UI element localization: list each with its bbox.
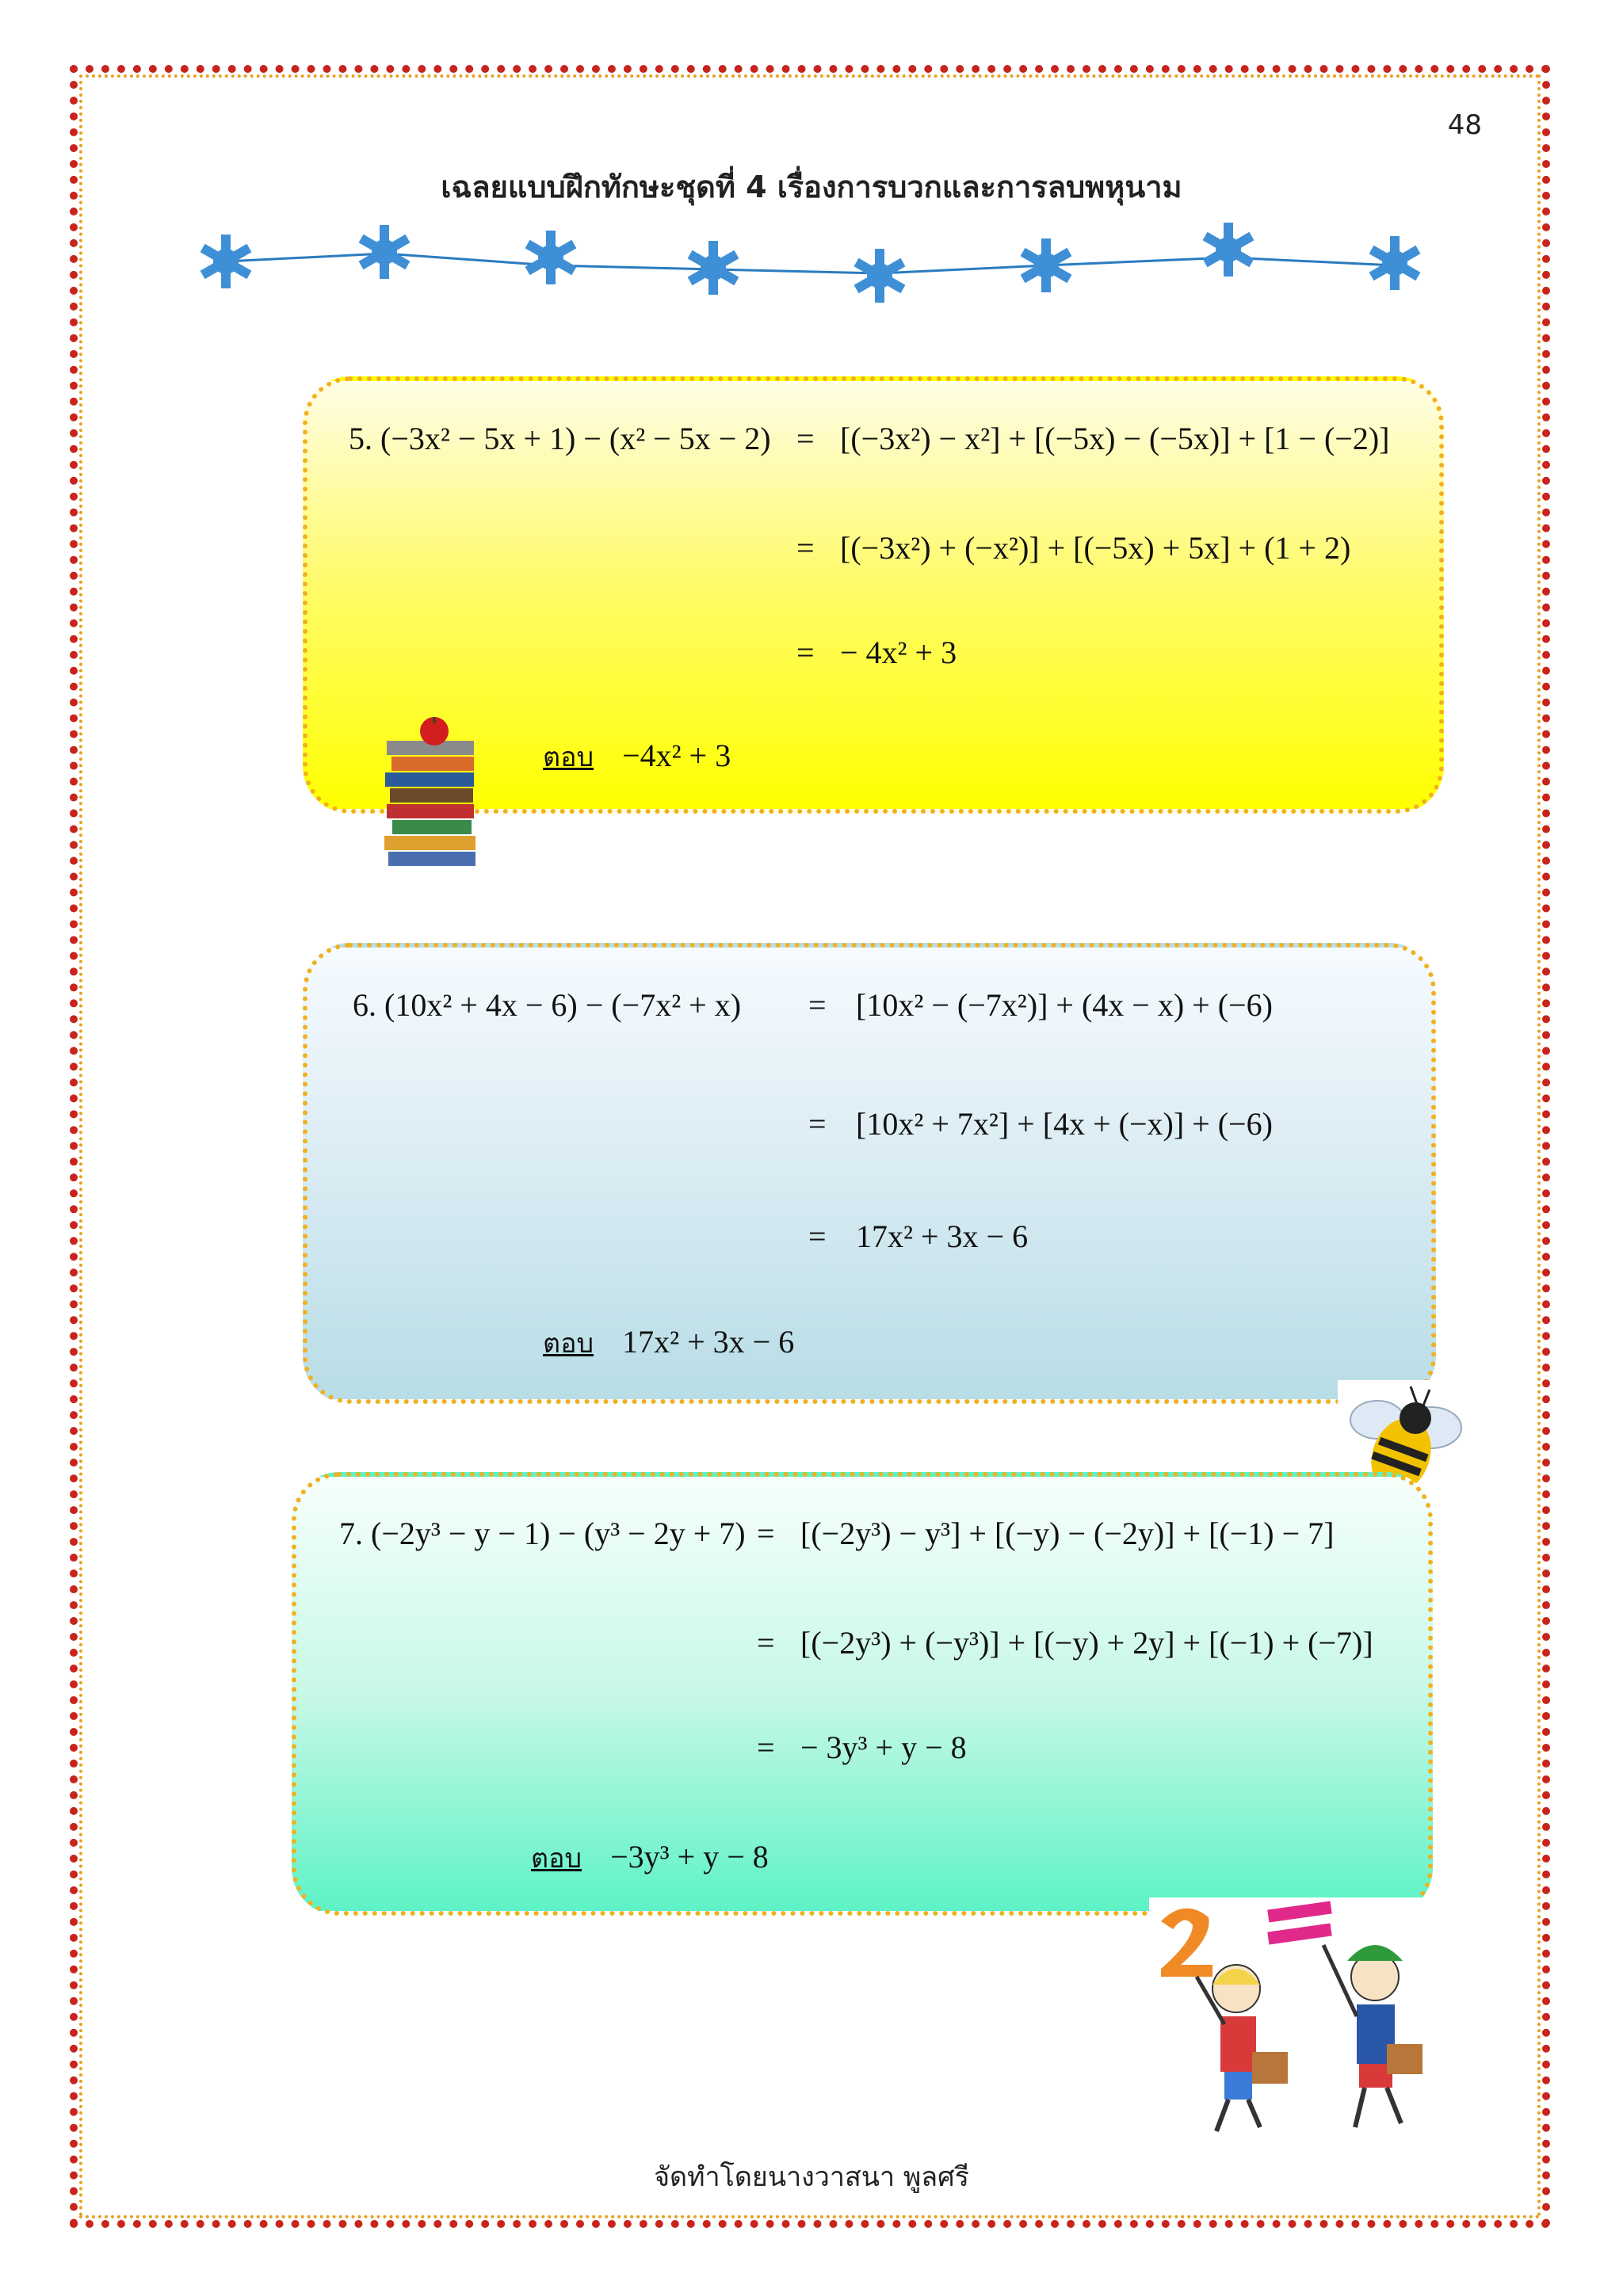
snowflake-icon [1203, 223, 1254, 277]
page-number: 48 [1447, 109, 1482, 141]
equals-sign: = [808, 987, 827, 1023]
snowflake-icon [854, 249, 906, 303]
snowflake-icon [525, 231, 577, 284]
kids-illustration [1149, 1897, 1450, 2143]
answer-value: −4x² + 3 [622, 738, 731, 773]
answer-label: ตอบ [543, 742, 594, 773]
problem-6-step-3: 17x² + 3x − 6 [856, 1219, 1029, 1254]
answer-value: −3y³ + y − 8 [610, 1839, 769, 1875]
problem-7-expression: 7. (−2y³ − y − 1) − (y³ − 2y + 7) [339, 1516, 746, 1551]
page-title: เฉลยแบบฝึกทักษะชุดที่ 4 เรื่องการบวกและการลบพหุนาม [441, 170, 1182, 204]
problem-7-step-3: − 3y³ + y − 8 [800, 1730, 967, 1765]
problem-6-expression: 6. (10x² + 4x − 6) − (−7x² + x) [353, 987, 742, 1023]
answer-label: ตอบ [531, 1843, 582, 1875]
snowflake-icon [359, 225, 411, 279]
equals-sign: = [796, 635, 815, 670]
problem-7-step-1: [(−2y³) − y³] + [(−y) − (−2y)] + [(−1) − 7] [800, 1516, 1335, 1551]
equals-sign: = [757, 1730, 775, 1765]
problem-7-answer [531, 1836, 769, 1879]
snowflake-icon [1369, 236, 1421, 290]
problem-5-expression: 5. (−3x² − 5x + 1) − (x² − 5x − 2) [349, 421, 771, 456]
problem-6-step-1: [10x² − (−7x²)] + (4x − x) + (−6) [856, 987, 1273, 1023]
problem-6-answer [543, 1322, 794, 1364]
equals-sign: = [796, 421, 815, 456]
books-apple-illustration [380, 717, 491, 875]
problem-5-answer [543, 735, 731, 778]
problem-5-step-1: [(−3x²) − x²] + [(−5x) − (−5x)] + [1 − (−2)] [840, 421, 1390, 456]
equals-sign: = [808, 1106, 827, 1142]
equals-sign: = [808, 1219, 827, 1254]
equals-sign: = [757, 1625, 775, 1661]
problem-7-step-2: [(−2y³) + (−y³)] + [(−y) + 2y] + [(−1) + (−7)] [800, 1625, 1373, 1661]
equals-sign: = [757, 1516, 775, 1551]
problem-5-step-3: − 4x² + 3 [840, 635, 957, 670]
answer-value: 17x² + 3x − 6 [622, 1324, 795, 1360]
answer-label: ตอบ [543, 1328, 594, 1360]
problem-5-step-2: [(−3x²) + (−x²)] + [(−5x) + 5x] + (1 + 2) [840, 530, 1351, 566]
snowflake-divider [190, 214, 1442, 317]
equals-sign: = [796, 530, 815, 566]
problem-6-step-2: [10x² + 7x²] + [4x + (−x)] + (−6) [856, 1106, 1273, 1142]
footer-author: จัดทำโดยนางวาสนา พูลศรี [654, 2161, 969, 2193]
